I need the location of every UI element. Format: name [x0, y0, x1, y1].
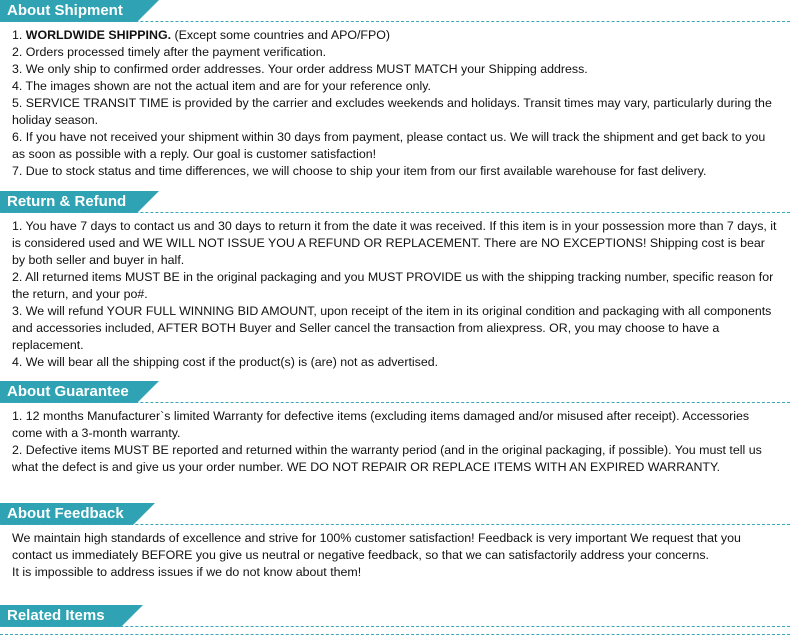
refund-title: Return & Refund — [0, 191, 137, 213]
refund-item-3: 3. We will refund YOUR FULL WINNING BID AMOUNT, upon receipt of the item in its original condition and packaging with all components and accessories included, AFTER BOTH Buyer and Seller cancel the transaction from aliexpress. OR, you may choose to have a replacement. — [12, 304, 772, 352]
bottom-divider — [0, 634, 790, 635]
guarantee-header — [0, 381, 790, 403]
guarantee-title: About Guarantee — [0, 381, 137, 403]
related-divider — [0, 626, 790, 627]
refund-item-2: 2. All returned items MUST BE in the original packaging and you MUST PROVIDE us with the shipping tracking number, specific reason for the return, and your po#. — [12, 270, 774, 301]
feedback-item-2: It is impossible to address issues if we do not know about them! — [12, 565, 362, 579]
shipment-body — [0, 22, 790, 180]
shipment-item-1-rest: (Except some countries and APO/FPO) — [171, 28, 391, 42]
shipment-item-2: 2. Orders processed timely after the payment verification. — [12, 45, 327, 59]
shipment-item-4: 4. The images shown are not the actual item and are for your reference only. — [12, 79, 431, 93]
refund-divider — [0, 212, 790, 213]
shipment-item-1 — [12, 27, 778, 44]
shipment-item-6: 6. If you have not received your shipment within 30 days from payment, please contact us. We will track the shipment and get back to you as soon as possible with a reply. Our goal is customer satisfaction! — [12, 130, 766, 161]
shipment-item-1-bold: WORLDWIDE SHIPPING. — [25, 28, 172, 42]
feedback-item-1: We maintain high standards of excellence and strive for 100% customer satisfaction! Feedback is very important We request that you contact us immediately BEFORE you give us neutral or negative feedback, so that we can satisfactorily address your concerns. — [12, 531, 741, 562]
refund-body — [0, 213, 790, 371]
shipment-header — [0, 0, 790, 22]
shipment-item-1-prefix: 1. — [12, 28, 26, 42]
shipment-item-5: 5. SERVICE TRANSIT TIME is provided by the carrier and excludes weekends and holidays. Transit times may vary, particularly during the holiday season. — [12, 96, 772, 127]
feedback-divider — [0, 524, 790, 525]
refund-item-4: 4. We will bear all the shipping cost if the product(s) is (are) not as advertised. — [12, 355, 439, 369]
related-section — [0, 605, 790, 627]
refund-section — [0, 191, 790, 371]
refund-header — [0, 191, 790, 213]
shipment-item-7: 7. Due to stock status and time differences, we will choose to ship your item from our first available warehouse for fast delivery. — [12, 164, 707, 178]
guarantee-item-1: 1. 12 months Manufacturer`s limited Warranty for defective items (excluding items damaged and/or misused after receipt). Accessories come with a 3-month warranty. — [12, 409, 750, 440]
related-title: Related Items — [0, 605, 121, 627]
shipment-title: About Shipment — [0, 0, 137, 22]
feedback-header — [0, 503, 790, 525]
shipment-section — [0, 0, 790, 180]
shipment-divider — [0, 21, 790, 22]
feedback-body — [0, 525, 790, 581]
guarantee-item-2: 2. Defective items MUST BE reported and returned within the warranty period (and in the original packaging, if possible). You must tell us what the defect is and give us your order number. WE DO NOT REPAIR OR REPLACE ITEMS WITH AN EXPIRED WARRANTY. — [12, 443, 762, 474]
refund-item-1: 1. You have 7 days to contact us and 30 days to return it from the date it was received. If this item is in your possession more than 7 days, it is considered used and WE WILL NOT ISSUE YOU A REFUND OR REPLACEMENT. There are NO EXCEPTIONS! Shipping cost is bear by both seller and buyer in half. — [12, 219, 777, 267]
feedback-section — [0, 503, 790, 581]
feedback-title: About Feedback — [0, 503, 133, 525]
shipment-item-3: 3. We only ship to confirmed order addresses. Your order address MUST MATCH your Shipping address. — [12, 62, 588, 76]
guarantee-divider — [0, 402, 790, 403]
guarantee-body — [0, 403, 790, 476]
guarantee-section — [0, 381, 790, 476]
related-header — [0, 605, 790, 627]
